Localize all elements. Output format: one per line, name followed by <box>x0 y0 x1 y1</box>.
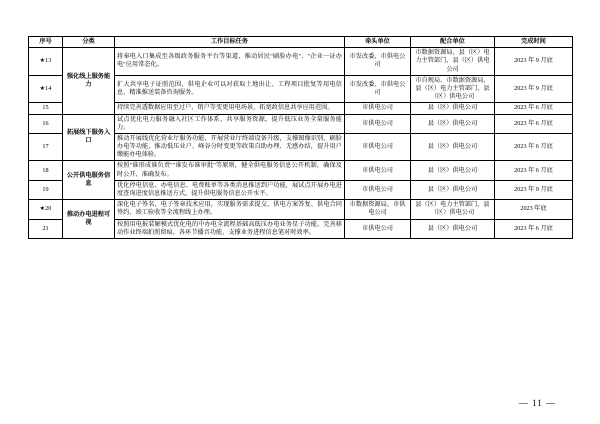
row-coop-unit: 县（区）电力主管部门、县（区）供电公司 <box>411 200 495 219</box>
table-row <box>29 48 573 76</box>
row-deadline: 2023 年 6 月底 <box>495 103 573 114</box>
row-task: 推动开展线优化营业厅服务功能，开展营业厅终端设备升级，支撑图像识别、刷脸办电等功能，推动低压业户、峰谷分时变更等政策自助办理、无感办结，提升用户缴能办电体验。 <box>115 133 345 161</box>
page-number: — 11 — <box>518 398 556 408</box>
row-coop-unit: 县（区）供电公司 <box>411 133 495 161</box>
row-deadline: 2023 年 6 月底 <box>495 114 573 133</box>
row-task: 持续完善透数据应用至过户、销户等变更用电场景，拓宽政信息共享应用范围。 <box>115 103 345 114</box>
row-deadline: 2023 年 9 月底 <box>495 75 573 103</box>
row-category: 拓展线下服务入口 <box>63 114 115 161</box>
row-no: ★20 <box>29 200 63 219</box>
row-coop-unit: 县（区）供电公司 <box>411 219 495 238</box>
row-coop-unit: 市数据资源局、县（区）电力主管部门、县（区）供电公司 <box>411 48 495 76</box>
row-deadline: 2023 年 9 月底 <box>495 180 573 199</box>
row-coop-unit: 市自规局、市数据资源局、县（区）电力主管部门、县（区）供电公司 <box>411 75 495 103</box>
work-tasks-table <box>28 36 573 239</box>
row-coop-unit: 县（区）供电公司 <box>411 180 495 199</box>
row-lead-unit: 市发改委、市供电公司 <box>345 75 411 103</box>
row-coop-unit: 县（区）供电公司 <box>411 114 495 133</box>
row-no: 21 <box>29 219 63 238</box>
row-lead-unit: 市供电公司 <box>345 133 411 161</box>
row-category: 推动办电进程可视 <box>63 200 115 239</box>
row-category: 强化线上服务能力 <box>63 48 115 114</box>
row-task: 将奉电入口集成至各级政务服务平台等渠道，推动居民"刷脸办电"、"企业一证办电"应用常态化。 <box>115 48 345 76</box>
row-deadline: 2023 年底 <box>495 200 573 219</box>
row-coop-unit: 县（区）供电公司 <box>411 161 495 180</box>
row-task: 扩大共享电子证照范围，供电企业可以对获取土地出让、工程项目批复等用电信息，精准推送装备咨询服务。 <box>115 75 345 103</box>
row-no: 16 <box>29 114 63 133</box>
column-header-coop-unit: 配合单位 <box>411 37 495 48</box>
column-header-no: 序号 <box>29 37 63 48</box>
row-no: 19 <box>29 180 63 199</box>
column-header-task: 工作目标任务 <box>115 37 345 48</box>
row-lead-unit: 市数据资源局、市供电公司 <box>345 200 411 219</box>
row-deadline: 2023 年 6 月底 <box>495 219 573 238</box>
row-category: 公开供电服务信息 <box>63 161 115 200</box>
row-no: 18 <box>29 161 63 180</box>
row-lead-unit: 市发改委、市供电公司 <box>345 48 411 76</box>
row-no: ★14 <box>29 75 63 103</box>
row-lead-unit: 市供电公司 <box>345 219 411 238</box>
row-deadline: 2023 年 9 月底 <box>495 48 573 76</box>
table-row <box>29 114 573 133</box>
row-no: 17 <box>29 133 63 161</box>
column-header-category: 分类 <box>63 37 115 48</box>
row-task: 按照用电报装解模式优化电的中办电全流程基础高低压办电业务星子功能，完善移动作业终端拍照留痕、各环节播音功能，支撑业务进程信息笔对时效率。 <box>115 219 345 238</box>
column-header-lead-unit: 牵头单位 <box>345 37 411 48</box>
table-header <box>29 37 573 48</box>
row-deadline: 2023 年 6 月底 <box>495 133 573 161</box>
row-no: 15 <box>29 103 63 114</box>
table-header-row <box>29 37 573 48</box>
row-deadline: 2023 年 6 月底 <box>495 161 573 180</box>
table-body <box>29 48 573 239</box>
row-task: 按照"谁形成谁负责""谁发布谁审批"等原则，健全供电服务信息公开机制，确保及时公开、准确发布。 <box>115 161 345 180</box>
row-coop-unit: 县（区）供电公司 <box>411 103 495 114</box>
row-task: 深化电子签名、电子签章技术应用，实现服务需求提交、供电方案答复、供电合同签约、竣工验收等全流程线上办理。 <box>115 200 345 219</box>
row-lead-unit: 市供电公司 <box>345 161 411 180</box>
table-row <box>29 200 573 219</box>
row-task: 优化停电信息、办电信息、电费账单等各类消息推送到户功能，展试点开展办电进度查询进度信息推送方式，提升供电服务信息公开水平。 <box>115 180 345 199</box>
row-task: 试点优化电力服务融入社区工作体系，共享服务资源，提升低压业务全量服务能力。 <box>115 114 345 133</box>
row-lead-unit: 市供电公司 <box>345 103 411 114</box>
row-lead-unit: 市供电公司 <box>345 180 411 199</box>
row-no: ★13 <box>29 48 63 76</box>
column-header-deadline: 完成时间 <box>495 37 573 48</box>
table-row <box>29 161 573 180</box>
row-lead-unit: 市供电公司 <box>345 114 411 133</box>
